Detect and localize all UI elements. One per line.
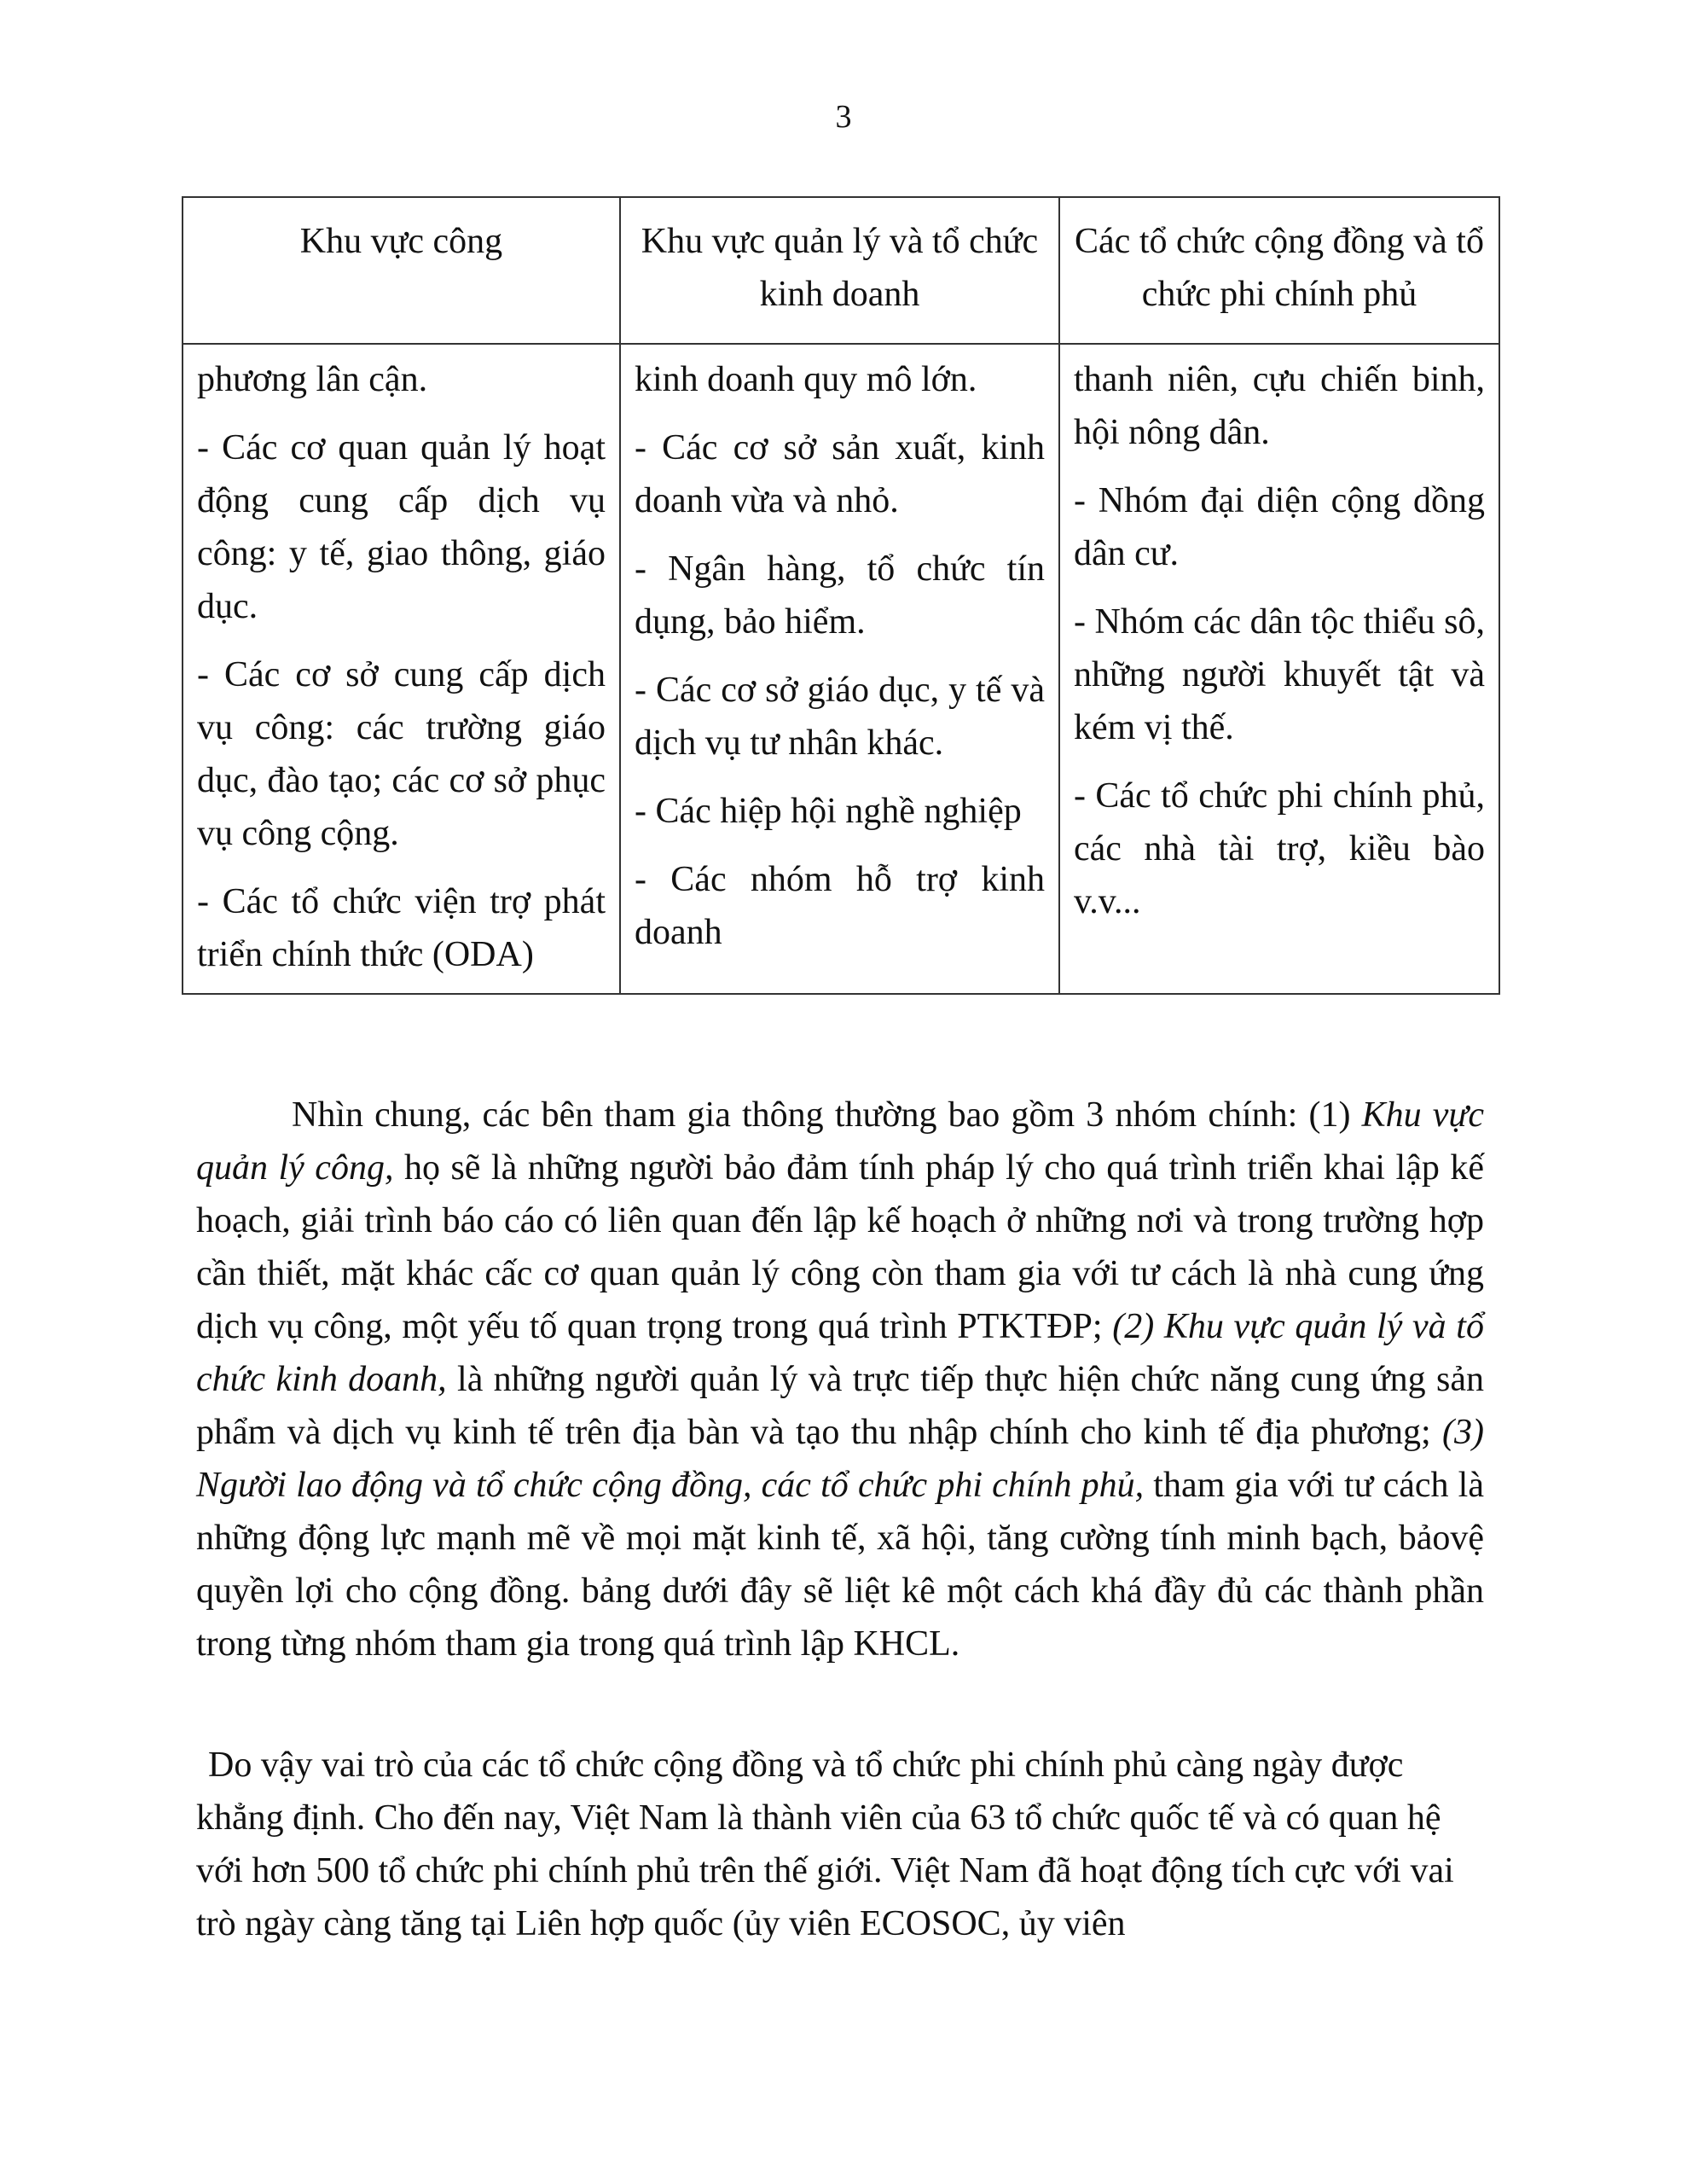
paragraph-text: họ sẽ là những người bảo đảm tính pháp lý cho quá trình triển khai lập kế hoạch, giải trình báo cáo có liên quan đến lập kế hoạch ở những nơi và trong trường hợp cần thiết, mặt khác cấc cơ quan quản lý công còn tham gia với tư cách là nhà cung ứng dịch vụ công, một yếu tố quan trọng trong quá trình PTKTĐP; [196, 1148, 1485, 1346]
paragraph-italic: Khu vực quản lý công, [196, 1095, 1484, 1188]
list-item: - Các cơ sở sản xuất, kinh doanh vừa và nhỏ. [635, 428, 1045, 520]
cell-continuation: thanh niên, cựu chiến binh, hội nông dân. [1074, 360, 1485, 452]
list-item: - Các tổ chức viện trợ phát triển chính thức (ODA) [197, 882, 606, 974]
list-item: - Các cơ sở cung cấp dịch vụ công: các trường giáo dục, đào tạo; các cơ sở phục vụ công cộng. [197, 655, 606, 853]
list-item: - Nhóm các dân tộc thiểu sô, những người khuyết tật và kém vị thế. [1074, 602, 1485, 747]
page-number: 3 [835, 99, 852, 135]
cell-community-ngo [1059, 344, 1499, 994]
list-item: - Ngân hàng, tổ chức tín dụng, bảo hiểm. [635, 549, 1045, 642]
summary-paragraph [196, 1089, 1484, 1670]
list-item: - Các tổ chức phi chính phủ, các nhà tài trợ, kiều bào v.v... [1074, 776, 1485, 921]
table-row [183, 344, 1499, 994]
role-paragraph: Do vậy vai trò của các tổ chức cộng đồng và tổ chức phi chính phủ càng ngày được khẳng định. Cho đến nay, Việt Nam là thành viên của 63 tổ chức quốc tế và có quan hệ với hơn 500 tổ chức phi chính phủ trên thế giới. Việt Nam đã hoạt động tích cực với vai trò ngày càng tăng tại Liên hợp quốc (ủy viên ECOSOC, ủy viên [196, 1745, 1454, 1943]
header-community-ngo: Các tổ chức cộng đồng và tổ chức phi chính phủ [1059, 197, 1499, 344]
cell-public-sector [183, 344, 620, 994]
paragraph-text: tham gia với tư cách là những động lực mạnh mẽ về mọi mặt kinh tế, xã hội, tăng cường tính minh bạch, bảovệ quyền lợi cho cộng đồng. bảng dưới đây sẽ liệt kê một cách khá đầy đủ các thành phần trong từng nhóm tham gia trong quá trình lập KHCL. [196, 1466, 1484, 1664]
list-item: - Các cơ quan quản lý hoạt động cung cấp dịch vụ công: y tế, giao thông, giáo dục. [197, 428, 606, 626]
cell-business-sector [620, 344, 1059, 994]
list-item: - Các nhóm hỗ trợ kinh doanh [635, 860, 1045, 952]
list-item: - Nhóm đại diện cộng dồng dân cư. [1074, 481, 1485, 573]
cell-continuation: phương lân cận. [197, 360, 428, 399]
list-item: - Các hiệp hội nghề nghiệp [635, 792, 1022, 831]
stakeholder-table [182, 196, 1500, 995]
paragraph-text: Nhìn chung, các bên tham gia thông thường bao gồm 3 nhóm chính: (1) [292, 1095, 1362, 1135]
paragraph-italic: (2) Khu vực quản lý và tổ chức kinh doanh, [196, 1307, 1484, 1399]
list-item: - Các cơ sở giáo dục, y tế và dịch vụ tư nhân khác. [635, 671, 1045, 763]
header-business-sector: Khu vực quản lý và tổ chức kinh doanh [620, 197, 1059, 344]
header-public-sector: Khu vực công [183, 197, 620, 344]
table-header-row [183, 197, 1499, 344]
cell-continuation: kinh doanh quy mô lớn. [635, 360, 977, 399]
paragraph-italic: (3) Người lao động và tổ chức cộng đồng, các tổ chức phi chính phủ, [196, 1413, 1484, 1505]
paragraph-text: là những người quản lý và trực tiếp thực hiện chức năng cung ứng sản phẩm và dịch vụ kinh tế trên địa bàn và tạo thu nhập chính cho kinh tế địa phương; [196, 1360, 1484, 1452]
